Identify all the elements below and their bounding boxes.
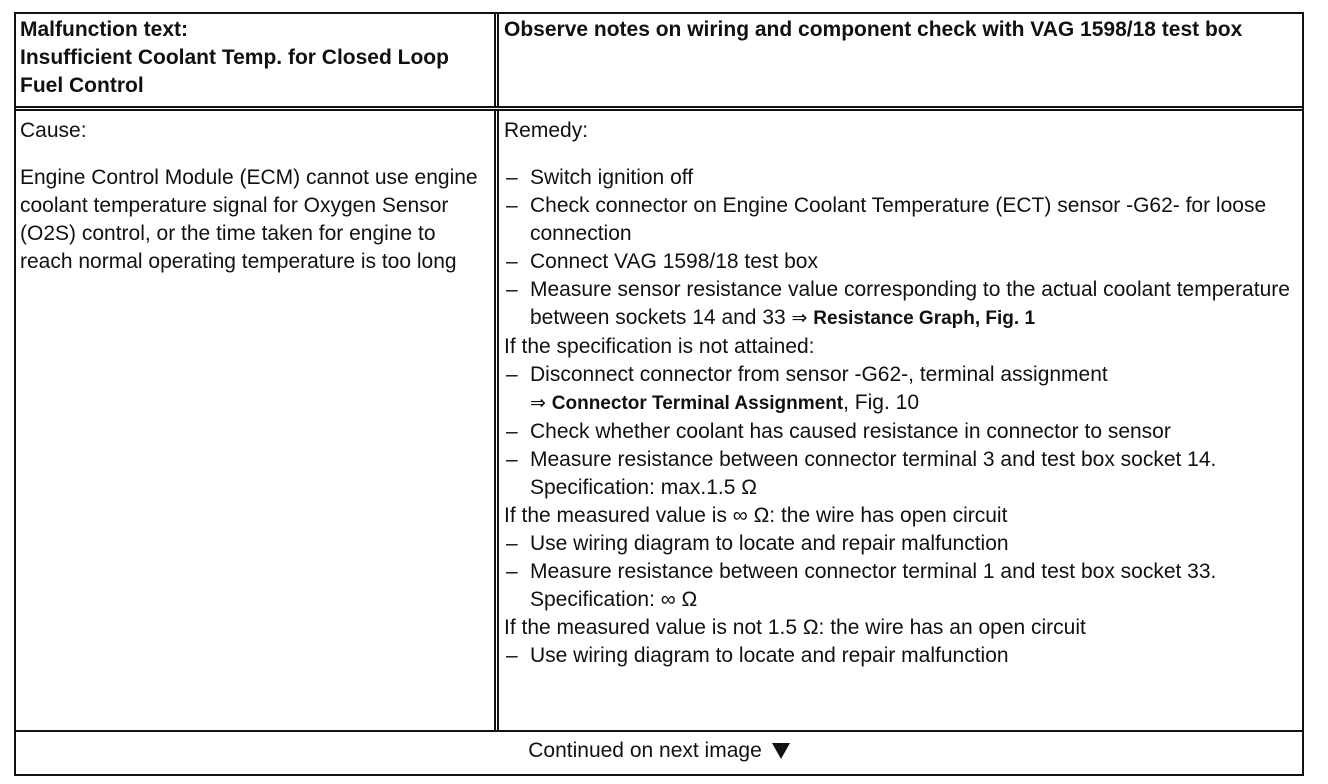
cause-label: Cause: bbox=[20, 119, 87, 142]
remedy-step: – Use wiring diagram to locate and repair malfunction bbox=[502, 530, 1302, 558]
down-triangle-icon bbox=[772, 743, 790, 759]
continued-footer[interactable] bbox=[16, 736, 1302, 766]
malfunction-header bbox=[20, 16, 486, 100]
cause-text: Engine Control Module (ECM) cannot use engine coolant temperature signal for Oxygen Sensor (O2S) control, or the time taken for engine to reach normal operating temperature is too long bbox=[20, 166, 478, 273]
remedy-step: – Measure resistance between connector terminal 3 and test box socket 14. Specification: max.1.5 Ω bbox=[502, 446, 1302, 502]
remedy-step: – Check whether coolant has caused resistance in connector to sensor bbox=[502, 418, 1302, 446]
remedy-step: – Switch ignition off bbox=[502, 164, 1302, 192]
malfunction-label: Malfunction text: bbox=[20, 18, 188, 41]
remedy-condition: If the measured value is not 1.5 Ω: the wire has an open circuit bbox=[504, 616, 1086, 639]
remedy-step: – Check connector on Engine Coolant Temperature (ECT) sensor -G62- for loose connection bbox=[502, 192, 1302, 248]
figure-reference: , Fig. 10 bbox=[843, 391, 920, 414]
observe-note: Observe notes on wiring and component check with VAG 1598/18 test box bbox=[504, 18, 1243, 41]
remedy-condition: If the specification is not attained: bbox=[504, 335, 815, 358]
column-divider-body bbox=[494, 109, 499, 731]
cross-reference-arrow-icon: ⇒ bbox=[791, 308, 808, 329]
remedy-condition: If the measured value is ∞ Ω: the wire has open circuit bbox=[504, 504, 1008, 527]
column-divider-header bbox=[494, 14, 499, 108]
remedy-label: Remedy: bbox=[504, 119, 589, 142]
procedure-table bbox=[14, 12, 1304, 776]
continued-label: Continued on next image bbox=[528, 739, 762, 762]
remedy-step: – Connect VAG 1598/18 test box bbox=[502, 248, 1302, 276]
connector-terminal-assignment-link[interactable]: Connector Terminal Assignment bbox=[551, 393, 844, 414]
remedy-steps bbox=[502, 164, 1302, 670]
remedy-step: – Measure resistance between connector terminal 1 and test box socket 33. Specification: ∞ Ω bbox=[502, 558, 1302, 614]
footer-divider bbox=[16, 730, 1302, 732]
header-divider bbox=[16, 106, 1302, 111]
cross-reference-arrow-icon: ⇒ bbox=[530, 393, 546, 414]
remedy-step: – Disconnect connector from sensor -G62-, terminal assignment ⇒ Connector Terminal Assignment, Fig. 10 bbox=[502, 361, 1302, 418]
remedy-step: – Use wiring diagram to locate and repair malfunction bbox=[502, 642, 1302, 670]
malfunction-text: Insufficient Coolant Temp. for Closed Loop Fuel Control bbox=[20, 46, 449, 97]
resistance-graph-link[interactable]: Resistance Graph, Fig. 1 bbox=[813, 308, 1036, 329]
remedy-step: – Measure sensor resistance value corresponding to the actual coolant temperature between sockets 14 and 33 ⇒ Resistance Graph, Fig. 1 bbox=[502, 276, 1302, 333]
